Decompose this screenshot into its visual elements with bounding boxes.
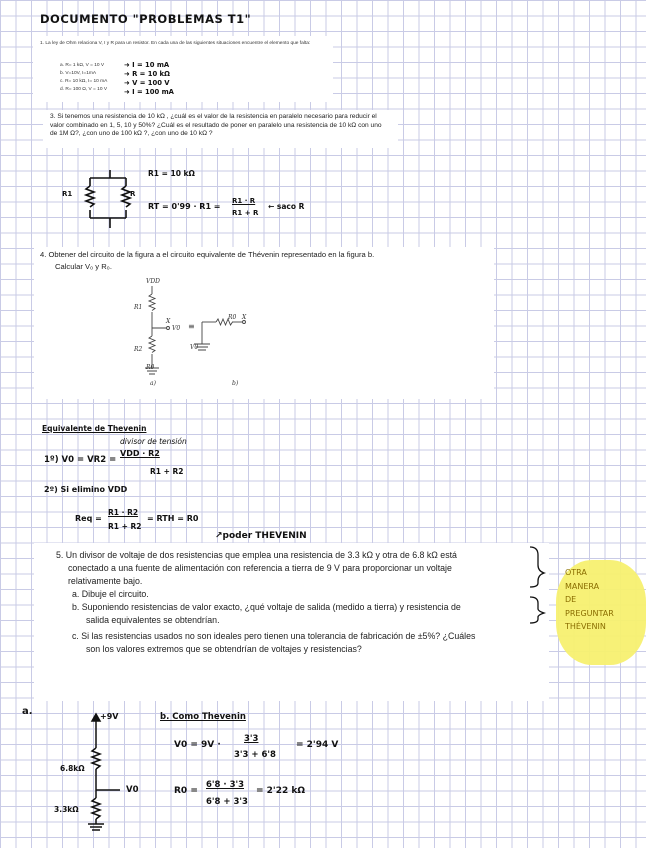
q4-fig-vdd: VDD bbox=[146, 278, 160, 285]
q5-braces bbox=[528, 545, 548, 625]
q4-fig-r1: R1 bbox=[134, 304, 143, 311]
answer-supply-label: +9V bbox=[100, 712, 119, 721]
side-note-line5: THÉVENIN bbox=[565, 622, 606, 631]
q4-fig-label-a: a) bbox=[150, 380, 156, 387]
q1-answer-c: ➜ V = 100 V bbox=[124, 79, 170, 87]
q3-eq-num: R1 · R bbox=[232, 197, 256, 205]
question-4-text-line2: Calcular V₀ y R₀. bbox=[55, 262, 112, 271]
side-note-line2: MANERA bbox=[565, 581, 600, 591]
side-note-line1: OTRA bbox=[565, 568, 587, 577]
question-5-a: a. Dibuje el circuito. bbox=[72, 589, 149, 599]
q4-circuit-figure bbox=[130, 276, 260, 388]
answer-ro-result: = 2'22 kΩ bbox=[256, 786, 305, 796]
q4-step1-lhs: 1º) V0 = VR2 = bbox=[44, 455, 117, 465]
q4-req-num: R1 · R2 bbox=[108, 508, 139, 517]
q3-given: R1 = 10 kΩ bbox=[148, 169, 195, 178]
question-5-c-line2: son los valores extremos que se obtendrían de voltajes y resistencias? bbox=[86, 644, 362, 654]
q1-item-c: c. R= 10 kΩ, I= 10 mA bbox=[60, 79, 108, 84]
answer-vo-lhs: V0 = 9V · bbox=[174, 740, 221, 750]
q1-item-d: d. R= 100 Ω, V = 10 V bbox=[60, 87, 108, 92]
q4-fig-label-b: b) bbox=[232, 380, 239, 387]
q1-answer-a: ➜ I = 10 mA bbox=[124, 61, 170, 69]
q3-eq-den: R1 + R bbox=[232, 209, 259, 217]
q4-fig-ro: R0 bbox=[228, 314, 237, 321]
page-title: DOCUMENTO "PROBLEMAS T1" bbox=[40, 12, 252, 26]
question-5-b-line1: b. Suponiendo resistencias de valor exacto, ¿qué voltaje de salida (medido a tierra) y resistencia de bbox=[72, 602, 461, 612]
answer-vo-den: 3'3 + 6'8 bbox=[234, 750, 276, 760]
answer-vo-num: 3'3 bbox=[244, 734, 259, 744]
answer-vo-result: = 2'94 V bbox=[296, 740, 339, 750]
question-5-line2: conectado a una fuente de alimentación con referencia a tierra de 9 V para proporcionar un voltaje bbox=[68, 563, 452, 573]
q3-r1-label: R1 bbox=[62, 190, 73, 198]
answer-ro-lhs: R0 = bbox=[174, 786, 198, 796]
answer-a-label: a. bbox=[22, 706, 33, 717]
answer-vo-label: V0 bbox=[126, 785, 139, 795]
question-5-b-line2: salida equivalentes se obtendrían. bbox=[86, 615, 220, 625]
q3-eq-lhs: RT = 0'99 · R1 = bbox=[148, 202, 221, 211]
side-note bbox=[565, 566, 614, 634]
answer-r-bot-label: 3.3kΩ bbox=[54, 805, 79, 814]
q1-answer-d: ➜ I = 100 mA bbox=[124, 88, 174, 96]
answer-b-label: b. Como Thevenin bbox=[160, 712, 246, 722]
answer-ro-den: 6'8 + 3'3 bbox=[206, 797, 248, 807]
q3-parallel-circuit bbox=[80, 170, 140, 230]
q4-work-heading: Equivalente de Thevenin bbox=[42, 424, 147, 433]
q4-step1-den: R1 + R2 bbox=[150, 467, 184, 476]
side-note-line4: PREGUNTAR bbox=[565, 608, 614, 618]
q4-work-note: divisor de tensión bbox=[120, 437, 187, 446]
q4-req-lhs: Req = bbox=[75, 514, 102, 523]
q5-annotation: ↗poder THEVENIN bbox=[215, 531, 307, 541]
q4-fig-r2: R2 bbox=[134, 346, 143, 353]
q4-step2: 2º) Si elimino VDD bbox=[44, 485, 128, 494]
q4-fig-vo: V0 bbox=[172, 325, 181, 332]
question-3-text: 3. Si tenemos una resistencia de 10 kΩ , ¿cuál es el valor de la resistencia en paralelo necesario para reducir el valor combinado en 1, 5, 10 y 50%? ¿Cuál es el resultado de poner en paralelo una resistencia de 10 kΩ con uno de 1M Ω?, ¿con uno de 100 kΩ ?, ¿con uno de 10 kΩ ? bbox=[50, 113, 382, 138]
q4-fig-ro-bottom: R0 bbox=[146, 364, 155, 371]
answer-divider-circuit bbox=[80, 714, 140, 834]
q4-fig-x-right: X bbox=[242, 314, 247, 321]
q4-fig-x-left: X bbox=[166, 318, 171, 325]
q1-item-a: a. R= 1 kΩ, V = 10 V bbox=[60, 63, 105, 68]
q4-req-rhs: = RTH = R0 bbox=[147, 514, 199, 523]
q4-fig-vo-right: V0 bbox=[190, 344, 199, 351]
answer-r-top-label: 6.8kΩ bbox=[60, 764, 85, 773]
q3-eq-note: ← saco R bbox=[268, 202, 305, 211]
q4-fig-equiv: ≡ bbox=[188, 322, 195, 331]
question-4-text-line1: 4. Obtener del circuito de la figura a el circuito equivalente de Thévenin representado en la figura b. bbox=[40, 250, 375, 259]
q3-r-label: R bbox=[130, 190, 136, 198]
q1-item-b: b. V=10V, I=1mA bbox=[60, 71, 97, 76]
q4-req-den: R1 + R2 bbox=[108, 522, 142, 531]
q4-step1-num: VDD · R2 bbox=[120, 449, 160, 458]
q1-answer-b: ➜ R = 10 kΩ bbox=[124, 70, 170, 78]
answer-ro-num: 6'8 · 3'3 bbox=[206, 780, 245, 790]
question-1-text: 1. La ley de Ohm relaciona V, I y R para un resistor. En cada una de las siguientes situaciones encuentre el elemento que falta: bbox=[40, 41, 311, 46]
question-5-line3: relativamente bajo. bbox=[68, 576, 143, 586]
question-5-line1: 5. Un divisor de voltaje de dos resistencias que emplea una resistencia de 3.3 kΩ y otra de 6.8 kΩ está bbox=[56, 550, 457, 560]
question-5-c-line1: c. Si las resistencias usados no son ideales pero tienen una tolerancia de fabricación de ±5%? ¿Cuáles bbox=[72, 631, 476, 641]
side-note-line3: DE bbox=[565, 595, 577, 604]
